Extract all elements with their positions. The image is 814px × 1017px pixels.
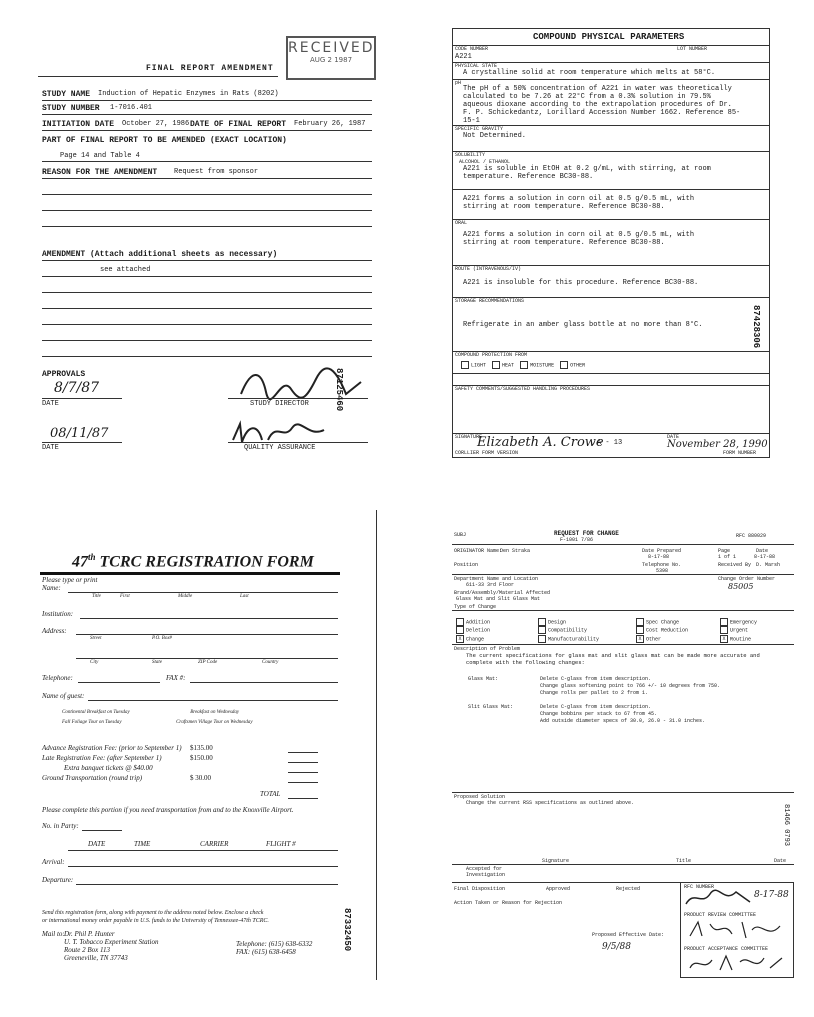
received-stamp (286, 36, 376, 80)
opt-other: OTHER (570, 362, 586, 369)
signature-code: A - 13 (597, 439, 623, 447)
mail-line-4: Greeneville, TN 37743 (64, 954, 128, 962)
problem-label: Description of Problem (454, 646, 521, 652)
event-cb-4: Breakfast on (190, 710, 216, 715)
advance-amount: $135.00 (190, 744, 213, 752)
type-col-3: Spec Change Cost Reduction X Other (636, 618, 688, 643)
type-col-1: Addition Deletion X Change (456, 618, 490, 643)
originator-label: ORIGINATOR Name: (454, 548, 503, 554)
rfc-label: RFC (736, 533, 746, 539)
safety-label: SAFETY COMMENTS/SUGGESTED HANDLING PROCEDURES (455, 386, 591, 392)
event-cb-9: Craftsmen (176, 720, 197, 725)
panel-compound-parameters (452, 28, 770, 458)
event-cb-5: Wednesday (216, 710, 240, 715)
glass-mat-line-2: Change glass softening point to 766 +/- 10 degrees from 750. (540, 683, 721, 689)
date-value-p2: November 28, 1990 (667, 439, 768, 450)
code-number-value: A221 (455, 53, 472, 61)
change-order-label: Change Order Number (718, 576, 776, 582)
route-label: ROUTE (INTRAVENOUS/IV) (455, 266, 522, 272)
carrier-col: CARRIER (200, 840, 229, 848)
type-cost-reduction: Cost Reduction (646, 627, 689, 634)
solubility-sub: ALCOHOL / ETHANOL (459, 159, 511, 165)
storage-value: Refrigerate in an amber glass bottle at no more than 8°C. (463, 321, 703, 329)
initiation-date-label: INITIATION DATE (42, 120, 115, 129)
title-sup: th (88, 552, 96, 562)
rfc-subtitle: F-1001 7/86 (560, 537, 594, 543)
date-label-p4: Date (756, 548, 769, 554)
initials-scribble-icon (688, 952, 784, 974)
rfc-subject-label: SUBJ (454, 532, 467, 538)
title-col: Title (92, 594, 101, 599)
final-date-label: DATE OF FINAL REPORT (190, 120, 287, 129)
glass-mat-label: Glass Mat: (468, 676, 499, 682)
event-cb-12: Wednesday (230, 720, 253, 725)
last-col: Last (240, 594, 249, 599)
zip-col: ZIP Code (198, 660, 218, 665)
mail-label: Mail to: (42, 930, 65, 938)
please-type: Please type or print (42, 576, 98, 584)
date-col: DATE (88, 840, 106, 848)
event-cb-11: Tour on (213, 720, 230, 725)
compound-title: COMPOUND PHYSICAL PARAMETERS (533, 32, 685, 42)
registration-title (72, 552, 314, 571)
send-note-1: Send this registration form, along with payment to the address noted below. Enclose a check (42, 910, 264, 916)
page-label: Page (718, 548, 731, 554)
event-cb-8: Tuesday (105, 720, 122, 725)
arrival-label: Arrival: (42, 858, 65, 866)
mail-line-2: U. T. Tobacco Experiment Station (64, 938, 159, 946)
solution-label: Proposed Solution (454, 794, 506, 800)
stamp-date: AUG 2 1987 (309, 56, 353, 64)
doc-id-p2: 87428306 (751, 305, 761, 349)
event-cb-3: Tuesday (113, 710, 130, 715)
event-cb-6: Fall Foliage (62, 720, 88, 725)
brand-label: Brand/Assembly/Material Affected (454, 590, 551, 596)
type-emergency: Emergency (730, 619, 758, 626)
form-heading: FINAL REPORT AMENDMENT (146, 64, 274, 73)
final-date-value: February 26, 1987 (294, 120, 366, 128)
type-manufacturability: Manufacturability (548, 635, 600, 642)
type-other: Other (646, 635, 662, 642)
middle-col: Middle (178, 594, 193, 599)
rfc-value: 880029 (748, 533, 767, 539)
event-cb-7: Tour on (88, 720, 104, 725)
specific-gravity-value: Not Determined. (463, 132, 527, 140)
institution-label: Institution: (42, 610, 74, 618)
country-col: Country (262, 660, 279, 665)
telephone-value-p4: 5398 (656, 568, 669, 574)
event-row-2 (62, 720, 253, 725)
director-label: STUDY DIRECTOR (250, 400, 309, 408)
date-value-p4: 8-17-88 (754, 554, 776, 560)
initiation-date-value: October 27, 1986 (122, 120, 190, 128)
guest-label: Name of guest: (42, 692, 85, 700)
storage-label: STORAGE RECOMMENDATIONS (455, 298, 525, 304)
opt-light: LIGHT (471, 362, 487, 369)
physical-state-value: A crystalline solid at room temperature which melts at 58°C. (463, 69, 716, 77)
lot-number-label: LOT NUMBER (677, 46, 708, 52)
proposed-value: 9/5/88 (602, 942, 631, 952)
rfc-signature (684, 888, 754, 913)
acceptance-initials (688, 952, 784, 978)
event-cb-1: Continental (62, 710, 86, 715)
change-order-value: 85005 (728, 582, 754, 591)
rfc-title: REQUEST FOR CHANGE (554, 530, 619, 537)
department-value: 611-33 3rd Floor (466, 582, 515, 588)
physical-state-label: PHYSICAL STATE (455, 63, 498, 69)
ground-amount: $ 30.00 (190, 774, 211, 782)
signature-scribble-icon (684, 888, 754, 908)
initials-scribble-icon (688, 918, 784, 942)
total-label: TOTAL (260, 790, 281, 798)
received-label: Received By (718, 562, 752, 568)
review-initials (688, 918, 784, 947)
problem-value: The current specifications for glass mat and slit glass mat can be made more accurate and complete with the following changes: (466, 652, 760, 666)
action-label: Action Taken or Reason for Rejection (454, 900, 563, 906)
title-label-p4: Title (676, 858, 692, 864)
amendment-label: AMENDMENT (Attach additional sheets as necessary) (42, 250, 278, 259)
pobox-col: P.O. Box# (152, 636, 173, 641)
solubility-value: A221 is soluble in EtOH at 0.2 g/mL, with stirring, at room temperature. Reference BC30-88. (463, 165, 711, 181)
mail-line-3: Route 2 Box 113 (64, 946, 110, 954)
late-fee: Late Registration Fee: (after September 1) (42, 754, 162, 762)
panel-request-for-change (452, 528, 794, 978)
fax-line: FAX: (615) 638-6458 (236, 948, 296, 956)
slit-glass-mat-label: Slit Glass Mat: (468, 704, 514, 710)
part-value: Page 14 and Table 4 (60, 152, 140, 160)
approvals-label: APPROVALS (42, 370, 86, 379)
type-change: Change (466, 635, 485, 642)
type-routine: Routine (730, 635, 752, 642)
send-note-2: or international money order payable in U.S. funds to the University of Tennessee-47th TCRC. (42, 918, 269, 924)
ph-value: The pH of a 50% concentration of A221 in water was theoretically calculated to be 7.26 at 22°C from a 0.3% solution in 79.5% aqueous dioxane according to the extrapolation procedures of Dr. F. P. Schickedantz, Lorillard Accession Number 1662. Reference 85-15-1 (463, 85, 741, 125)
approved-label: Approved (546, 886, 571, 892)
date2-label-p4: Date (774, 858, 787, 864)
panel-tcrc-registration (40, 548, 362, 978)
date-prepared-label: Date Prepared (642, 548, 682, 554)
date-prepared-value: 8-17-88 (648, 554, 670, 560)
event-cb-10: Village (198, 720, 213, 725)
date1-handwritten: 8/7/87 (54, 380, 100, 396)
fax-label: FAX #: (166, 674, 186, 682)
reason-label: REASON FOR THE AMENDMENT (42, 168, 158, 177)
address-label: Address: (42, 627, 67, 635)
position-label: Position (454, 562, 479, 568)
type-col-2 (538, 618, 599, 643)
name-label: Name: (42, 584, 61, 592)
study-name-label: STUDY NAME (42, 90, 91, 99)
acceptance-committee-label: PRODUCT ACCEPTANCE COMMITTEE (684, 946, 769, 952)
review-committee-label: PRODUCT REVIEW COMMITTEE (684, 912, 757, 918)
ph-label: pH (455, 80, 462, 86)
signature-label-p4: Signature (542, 858, 570, 864)
department-label: Department Name and Location (454, 576, 539, 582)
received-value: D. Marsh (756, 562, 781, 568)
study-number-label: STUDY NUMBER (42, 104, 100, 113)
oral-label: ORAL (455, 220, 468, 226)
proposed-label: Proposed Effective Date: (592, 932, 665, 938)
date2-handwritten: 08/11/87 (50, 426, 109, 441)
type-addition: Addition (466, 619, 491, 626)
phone-line: Telephone: (615) 638-6332 (236, 940, 313, 948)
party-label: No. in Party: (42, 822, 79, 830)
rejected-label: Rejected (616, 886, 641, 892)
footer-left: CORLLIER FORM VERSION (455, 450, 519, 456)
title-text: TCRC REGISTRATION FORM (99, 553, 314, 571)
final-disposition-label: Final Disposition (454, 886, 506, 892)
type-design: Design (548, 619, 567, 626)
signature-label: SIGNATURE (455, 434, 483, 440)
amendment-value: see attached (100, 266, 151, 274)
ground-transport: Ground Transportation (round trip) (42, 774, 143, 782)
footer-right: FORM NUMBER (723, 450, 757, 456)
specific-gravity-label: SPECIFIC GRAVITY (455, 126, 504, 132)
type-deletion: Deletion (466, 627, 491, 634)
route-value: A221 is insoluble for this procedure. Reference BC30-88. (463, 279, 699, 287)
slit-glass-mat-line-3: Add outside diameter specs of 30.0, 26.0 - 31.0 inches. (540, 718, 706, 724)
late-amount: $150.00 (190, 754, 213, 762)
glass-mat-line-1: Delete C-glass from item description. (540, 676, 652, 682)
event-row-1 (62, 710, 239, 715)
doc-id-p3: 87332450 (342, 908, 352, 952)
date-label-p2: DATE (667, 434, 680, 440)
date-label-2: DATE (42, 444, 59, 452)
type-spec-change: Spec Change (646, 619, 680, 626)
oral-value: A221 forms a solution in corn oil at 0.5 g/0.5 mL, with stirring at room temperature. Reference BC30-88. (463, 231, 695, 247)
opt-heat: HEAT (502, 362, 515, 369)
signature-name: Elizabeth A. Crowe (477, 435, 604, 450)
first-col: First (120, 594, 130, 599)
slit-glass-mat-line-1: Delete C-glass from item description. (540, 704, 652, 710)
telephone-label-p4: Telephone No. (642, 562, 682, 568)
date-label-1: DATE (42, 400, 59, 408)
solution-value: Change the current RSS specifications as outlined above. (466, 800, 635, 806)
telephone-label: Telephone: (42, 674, 73, 682)
event-cb-2: Breakfast on (86, 710, 113, 715)
corn-oil-value: A221 forms a solution in corn oil at 0.5 g/0.5 mL, with stirring at room temperature. Reference BC30-88. (463, 195, 695, 211)
study-number-value: 1-7016.401 (110, 104, 153, 112)
originator-value: Den Straka (500, 548, 531, 554)
departure-label: Departure: (42, 876, 74, 884)
rfc-number-label: RFC NUMBER (684, 884, 715, 890)
opt-moisture: MOISTURE (530, 362, 555, 369)
title-num: 47 (72, 553, 88, 571)
code-number-label: CODE NUMBER (455, 46, 489, 52)
accepted-label: Accepted for Investigation (466, 866, 506, 878)
type-urgent: Urgent (730, 627, 749, 634)
doc-id-p4: 81466 0793 (782, 804, 790, 847)
mail-line-1: Dr. Phil P. Hunter (64, 930, 115, 938)
doc-id-p1: 87125460 (334, 368, 344, 412)
reason-value: Request from sponsor (174, 168, 259, 176)
study-name-value: Induction of Hepatic Enzymes in Rats (8202) (98, 90, 279, 98)
solubility-label: SOLUBILITY (455, 152, 486, 158)
rfc-signature-date: 8-17-88 (754, 890, 789, 900)
state-col: State (152, 660, 162, 665)
time-col: TIME (134, 840, 151, 848)
brand-value: Glass Mat and Slit Glass Mat (456, 596, 541, 602)
type-label: Type of Change (454, 604, 497, 610)
protection-options (461, 361, 585, 369)
glass-mat-line-3: Change rolls per pallet to 2 from 1. (540, 690, 649, 696)
page-value: 1 of 1 (718, 554, 737, 560)
complete-note: Please complete this portion if you need transportation from and to the Knoxville Airport. (42, 806, 294, 814)
flight-col: FLIGHT # (266, 840, 296, 848)
panel-final-report-amendment (38, 28, 388, 460)
slit-glass-mat-line-2: Change bobbins per stack to 67 from 45. (540, 711, 658, 717)
type-compatibility: Compatibility (548, 627, 588, 634)
compound-protection-label: COMPOUND PROTECTION FROM (455, 352, 528, 358)
city-col: City (90, 660, 99, 665)
street-col: Street (90, 636, 102, 641)
stamp-text: RECEIVED (288, 40, 375, 56)
qa-label: QUALITY ASSURANCE (244, 444, 316, 452)
part-label: PART OF FINAL REPORT TO BE AMENDED (EXACT LOCATION) (42, 136, 287, 145)
type-col-4: Emergency Urgent X Routine (720, 618, 757, 643)
extra-banquet: Extra banquet tickets @ $40.00 (64, 764, 153, 772)
advance-fee: Advance Registration Fee: (prior to September 1) (42, 744, 182, 752)
